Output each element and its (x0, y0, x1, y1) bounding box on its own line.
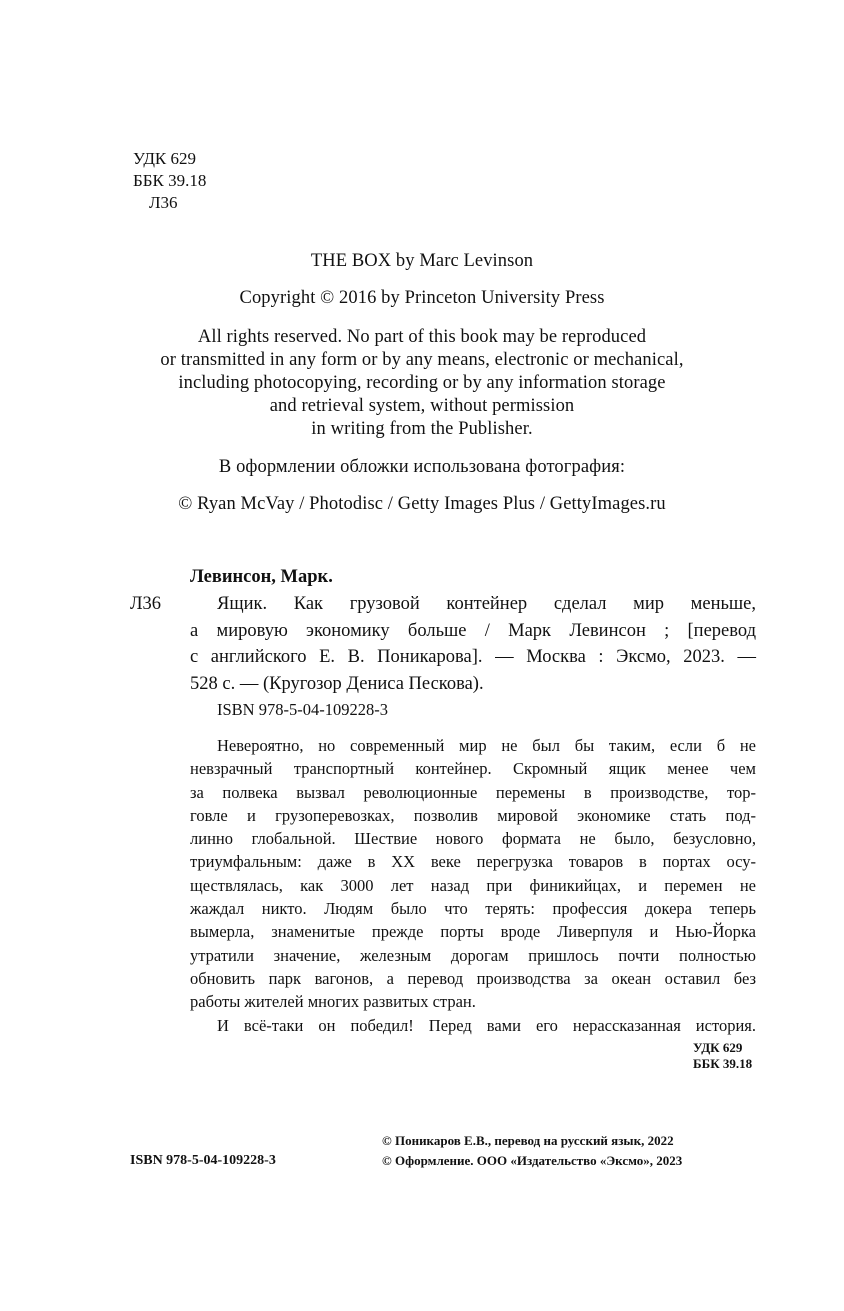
annotation-line: линно глобальной. Шествие нового формата не было, безусловно, (190, 829, 756, 849)
bbk-code: ББК 39.18 (133, 171, 207, 190)
annotation-line: триумфальным: даже в XX веке перегрузка товаров в портах осу- (190, 852, 756, 872)
annotation-closing: И всё-таки он победил! Перед вами его нерассказанная история. (217, 1015, 756, 1035)
classification-block (133, 148, 283, 214)
annotation-line: невзрачный транспортный контейнер. Скромный ящик менее чем (190, 759, 756, 779)
annotation-line: жаждал никто. Людям было что терять: профессия докера теперь (190, 899, 756, 919)
description-line: 528 с. — (Кругозор Дениса Пескова). (190, 673, 484, 694)
footer-bbk: ББК 39.18 (693, 1056, 753, 1071)
author-mark: Л36 (149, 193, 178, 212)
footer-classification (693, 1040, 752, 1072)
annotation-line: вымерла, знаменитые прежде порты вроде Ливерпуля и Нью-Йорка (190, 922, 756, 942)
annotation-text (190, 734, 756, 1037)
bibliographic-isbn: ISBN 978-5-04-109228-3 (217, 700, 388, 719)
bibliographic-description (190, 591, 756, 697)
description-line: с английского Е. В. Поникарова]. — Москва : Эксмо, 2023. — (190, 647, 756, 667)
annotation-line: утратили значение, железным дорогам пришлось почти полностью (190, 945, 756, 965)
annotation-line: обновить парк вагонов, а перевод производства за океан оставил без (190, 968, 756, 988)
footer-copyrights (382, 1133, 757, 1169)
bibliographic-mark: Л36 (130, 594, 162, 614)
rights-block (0, 326, 844, 441)
rights-line: or transmitted in any form or by any means, electronic or mechanical, (160, 350, 684, 370)
udk-code: УДК 629 (133, 149, 197, 168)
original-title-line: THE BOX by Marc Levinson (310, 251, 534, 271)
footer-isbn: ISBN 978-5-04-109228-3 (130, 1153, 276, 1168)
description-line: Ящик. Как грузовой контейнер сделал мир меньше, (217, 594, 756, 614)
copyright-line: Copyright © 2016 by Princeton University Press (239, 288, 605, 308)
copyright-design: © Оформление. ООО «Издательство «Эксмо», 2023 (382, 1153, 683, 1168)
cover-note: В оформлении обложки использована фотография: (218, 457, 626, 477)
annotation-line: говле и грузоперевозках, позволив мировой экономике стать под- (190, 805, 756, 825)
rights-line: including photocopying, recording or by any information storage (178, 373, 666, 393)
annotation-line: работы жителей многих развитых стран. (190, 992, 476, 1012)
rights-line: and retrieval system, without permission (269, 396, 575, 416)
copyright-translation: © Поникаров Е.В., перевод на русский язык, 2022 (382, 1133, 674, 1148)
footer-udk: УДК 629 (693, 1040, 743, 1055)
author-heading: Левинсон, Марк. (190, 567, 333, 587)
rights-line: in writing from the Publisher. (311, 419, 533, 439)
annotation-line: Невероятно, но современный мир не был бы таким, если б не (217, 736, 756, 755)
annotation-line: ществлялась, как 3000 лет назад при финикийцах, и перемен не (190, 875, 756, 895)
description-line: а мировую экономику больше / Марк Левинсон ; [перевод (190, 620, 756, 641)
rights-line: All rights reserved. No part of this book may be reproduced (197, 327, 647, 347)
annotation-line: за полвека вызвал революционные перемены в производстве, тор- (190, 782, 756, 802)
photo-credit: © Ryan McVay / Photodisc / Getty Images Plus / GettyImages.ru (178, 494, 666, 514)
